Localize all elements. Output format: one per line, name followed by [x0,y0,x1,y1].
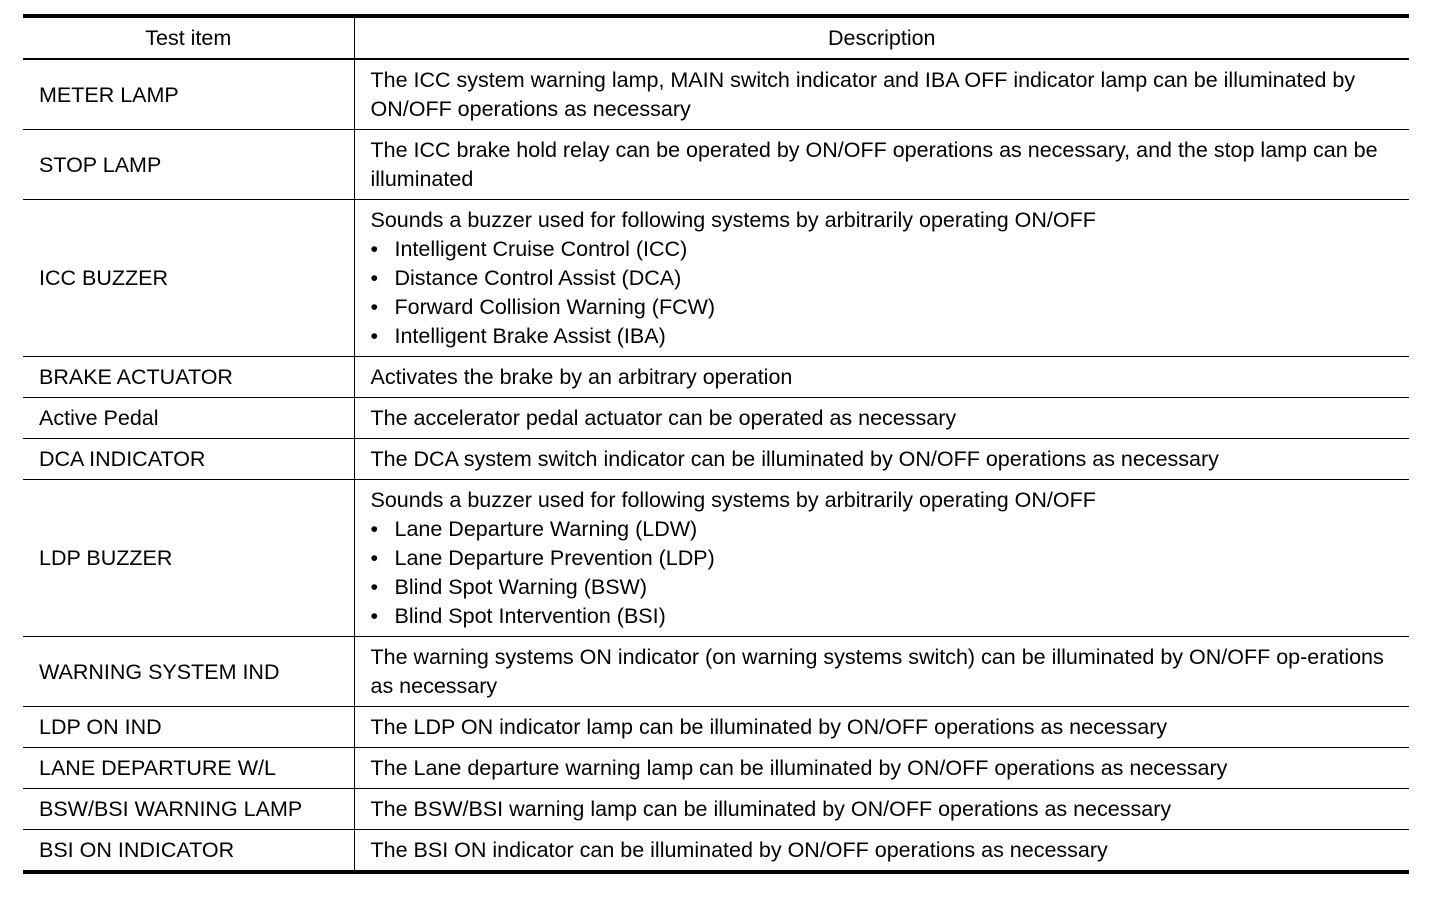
description-text: The ICC system warning lamp, MAIN switch indicator and IBA OFF indicator lamp can be illuminated by ON/OFF operations as necessary [370,68,1356,121]
bullet-dot-icon: • [370,604,379,628]
description-text: The LDP ON indicator lamp can be illuminated by ON/OFF operations as necessary [370,715,1168,739]
bullet-item [371,515,1396,544]
description-cell [354,637,1409,707]
description-cell [354,830,1409,873]
table-row [23,637,1409,707]
description-cell [354,480,1409,637]
description-text: The Lane departure warning lamp can be illuminated by ON/OFF operations as necessary [370,756,1228,780]
header-test-item: Test item [23,16,354,59]
bullet-dot-icon: • [370,295,379,319]
header-row [23,16,1409,59]
bullet-text: Blind Spot Intervention (BSI) [394,604,666,628]
test-item-cell: METER LAMP [23,59,354,130]
table-row [23,707,1409,748]
test-item-cell: BSI ON INDICATOR [23,830,354,873]
table-row [23,59,1409,130]
table-row [23,830,1409,873]
bullet-item [371,293,1396,322]
table-row [23,130,1409,200]
bullet-text: Lane Departure Warning (LDW) [394,517,698,541]
bullet-item [371,573,1396,602]
bullet-dot-icon: • [370,546,379,570]
header-description: Description [354,16,1409,59]
description-cell [354,398,1409,439]
test-item-table [23,14,1409,874]
table-body [23,59,1409,872]
description-text: The accelerator pedal actuator can be operated as necessary [370,406,957,430]
description-text: The warning systems ON indicator (on warning systems switch) can be illuminated by ON/OFF op-erations as necessary [370,645,1384,698]
table-row [23,398,1409,439]
test-item-cell: BSW/BSI WARNING LAMP [23,789,354,830]
bullet-list [371,235,1396,351]
description-cell [354,439,1409,480]
test-item-cell: LDP BUZZER [23,480,354,637]
test-item-cell: STOP LAMP [23,130,354,200]
table-row [23,789,1409,830]
description-text: The BSI ON indicator can be illuminated by ON/OFF operations as necessary [370,838,1108,862]
test-item-cell: BRAKE ACTUATOR [23,357,354,398]
bullet-text: Distance Control Assist (DCA) [394,266,682,290]
description-cell [354,357,1409,398]
description-cell [354,748,1409,789]
bullet-text: Intelligent Cruise Control (ICC) [394,237,688,261]
description-text: The ICC brake hold relay can be operated by ON/OFF operations as necessary, and the stop lamp can be illuminated [370,138,1378,191]
table-row [23,439,1409,480]
bullet-dot-icon: • [370,266,379,290]
table-row [23,357,1409,398]
bullet-dot-icon: • [370,324,379,348]
bullet-item [371,544,1396,573]
description-cell [354,130,1409,200]
table-header [23,16,1409,59]
description-text: Activates the brake by an arbitrary operation [370,365,793,389]
description-text: The DCA system switch indicator can be illuminated by ON/OFF operations as necessary [370,447,1219,471]
description-cell [354,59,1409,130]
test-item-cell: LDP ON IND [23,707,354,748]
bullet-dot-icon: • [370,575,379,599]
bullet-text: Intelligent Brake Assist (IBA) [394,324,666,348]
test-item-table-container [23,14,1409,874]
bullet-item [371,602,1396,631]
table-row [23,480,1409,637]
test-item-cell: Active Pedal [23,398,354,439]
test-item-cell: WARNING SYSTEM IND [23,637,354,707]
description-text: Sounds a buzzer used for following systems by arbitrarily operating ON/OFF [370,488,1096,512]
bullet-item [371,235,1396,264]
description-cell [354,707,1409,748]
bullet-text: Blind Spot Warning (BSW) [394,575,648,599]
description-cell [354,789,1409,830]
bullet-item [371,322,1396,351]
test-item-cell: ICC BUZZER [23,200,354,357]
table-row [23,200,1409,357]
bullet-dot-icon: • [370,237,379,261]
bullet-dot-icon: • [370,517,379,541]
test-item-cell: DCA INDICATOR [23,439,354,480]
table-row [23,748,1409,789]
bullet-item [371,264,1396,293]
description-text: The BSW/BSI warning lamp can be illuminated by ON/OFF operations as necessary [370,797,1172,821]
test-item-cell: LANE DEPARTURE W/L [23,748,354,789]
bullet-text: Lane Departure Prevention (LDP) [394,546,715,570]
bullet-list [371,515,1396,631]
description-text: Sounds a buzzer used for following systems by arbitrarily operating ON/OFF [370,208,1096,232]
description-cell [354,200,1409,357]
bullet-text: Forward Collision Warning (FCW) [394,295,716,319]
